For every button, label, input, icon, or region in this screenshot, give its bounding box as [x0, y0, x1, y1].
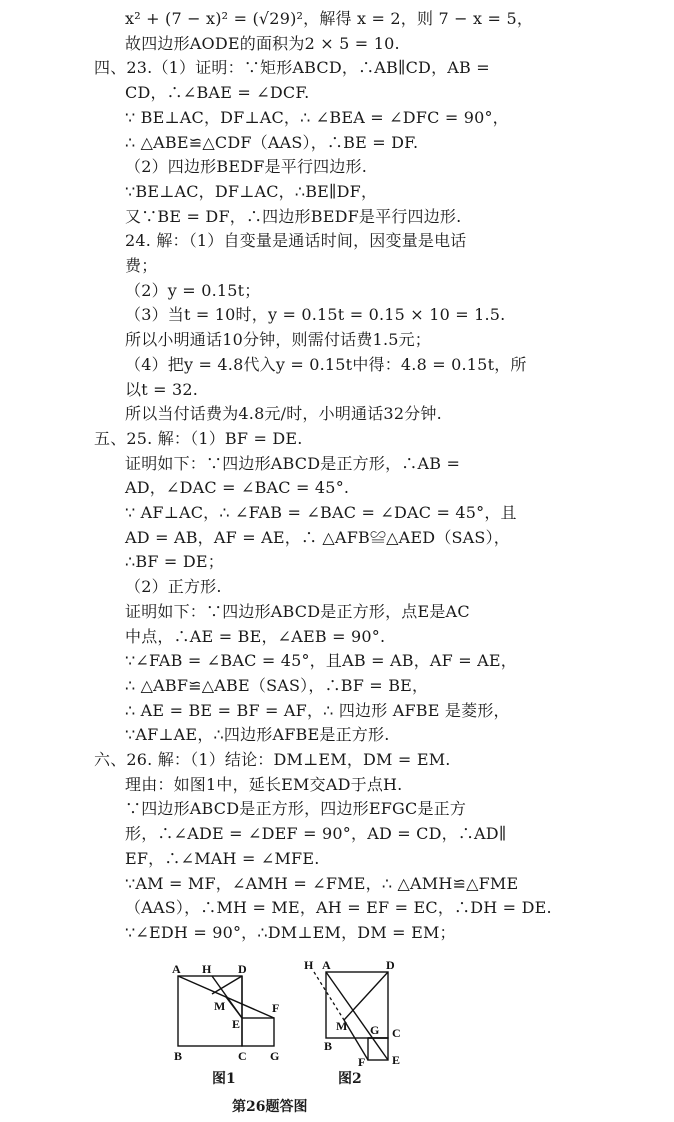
fig2-label-H: H — [304, 958, 314, 972]
fig2-label-D: D — [386, 958, 395, 972]
fig1-label-D: D — [238, 962, 247, 976]
fig2-label-M: M — [336, 1019, 348, 1033]
text-line: 以t = 32. — [125, 379, 199, 399]
fig1-label-F: F — [272, 1001, 280, 1015]
text-line: （4）把y = 4.8代入y = 0.15t中得：4.8 = 0.15t，所 — [125, 354, 527, 374]
text-line: ∵四边形ABCD是正方形，四边形EFGC是正方 — [125, 799, 467, 819]
text-line: ∵AF⊥AE，∴四边形AFBE是正方形. — [125, 725, 390, 745]
fig2-label-C: C — [392, 1026, 401, 1040]
text-line: ∵ AF⊥AC，∴ ∠FAB = ∠BAC = ∠DAC = 45°，且 — [125, 503, 517, 522]
text-line: AD = AB，AF = AE，∴ △AFB≌△AED（SAS）， — [125, 527, 510, 547]
text-line: （AAS），∴MH = ME，AH = EF = EC，∴DH = DE. — [125, 898, 552, 918]
text-line: 所以小明通话10分钟，则需付话费1.5元； — [125, 330, 432, 350]
figure-caption: 第26题答图 — [232, 1099, 308, 1115]
text-line: 24. 解：（1）自变量是通话时间，因变量是电话 — [125, 231, 467, 251]
fig1-label-M: M — [214, 999, 226, 1013]
text-line: ∵∠FAB = ∠BAC = 45°，且AB = AB，AF = AE， — [125, 651, 517, 671]
text-line: AD，∠DAC = ∠BAC = 45°. — [125, 478, 350, 498]
text-line: 又∵BE = DF，∴四边形BEDF是平行四边形. — [125, 206, 462, 226]
fig1-label-C: C — [238, 1049, 247, 1063]
text-line: 费； — [125, 256, 158, 275]
text-line: ∴ △ABE≌△CDF（AAS），∴BE = DF. — [125, 132, 419, 152]
text-line: 证明如下：∵四边形ABCD是正方形，点E是AC — [125, 601, 470, 621]
text-line: 形，∴∠ADE = ∠DEF = 90°，AD = CD，∴AD∥ — [125, 824, 507, 844]
text-line: （3）当t = 10时，y = 0.15t = 0.15 × 10 = 1.5. — [125, 305, 506, 325]
text-line: （2）四边形BEDF是平行四边形. — [125, 157, 368, 177]
fig1-label-H: H — [202, 962, 212, 976]
text-line: 证明如下：∵四边形ABCD是正方形，∴AB = — [125, 453, 461, 473]
text-line: ∵∠EDH = 90°，∴DM⊥EM，DM = EM； — [125, 922, 456, 942]
text-line: ∵AM = MF，∠AMH = ∠FME，∴ △AMH≌△FME — [125, 873, 519, 893]
text-line: 所以当付话费为4.8元/时，小明通话32分钟. — [125, 404, 442, 424]
text-line: ∵BE⊥AC，DF⊥AC，∴BE∥DF， — [125, 181, 378, 201]
fig2-label-F: F — [358, 1055, 366, 1069]
fig1-label-B: B — [174, 1049, 183, 1063]
text-line: 四、23.（1）证明：∵矩形ABCD，∴AB∥CD，AB = — [94, 58, 490, 78]
fig1-label-G: G — [270, 1049, 280, 1063]
fig1-label-A: A — [172, 962, 181, 976]
text-line: （2）正方形. — [125, 577, 222, 597]
fig1-label-E: E — [232, 1017, 241, 1031]
text-line: （2）y = 0.15t； — [125, 280, 261, 300]
fig2-label-G: G — [370, 1023, 380, 1037]
text-line: 理由：如图1中，延长EM交AD于点H. — [125, 774, 403, 794]
text-line: 故四边形AODE的面积为2 × 5 = 10. — [125, 33, 400, 53]
text-line: x² + (7 − x)² = (√29)²，解得 x = 2，则 7 − x = 5， — [125, 9, 534, 28]
text-line: EF，∴∠MAH = ∠MFE. — [125, 848, 320, 868]
text-line: 五、25. 解：（1）BF = DE. — [94, 428, 303, 448]
text-line: ∵ BE⊥AC，DF⊥AC，∴ ∠BEA = ∠DFC = 90°， — [125, 107, 509, 127]
figure-2-caption: 图2 — [338, 1071, 362, 1087]
text-line: ∴ AE = BE = BF = AF，∴ 四边形 AFBE 是菱形， — [125, 700, 510, 720]
text-line: ∴ △ABF≌△ABE（SAS），∴BF = BE， — [125, 675, 429, 695]
text-line: CD，∴∠BAE = ∠DCF. — [125, 83, 310, 103]
text-line: 中点，∴AE = BE，∠AEB = 90°. — [125, 626, 386, 646]
text-line: 六、26. 解：（1）结论：DM⊥EM，DM = EM. — [94, 750, 451, 769]
fig2-label-E: E — [392, 1053, 401, 1067]
text-line: ∴BF = DE； — [125, 552, 224, 572]
fig2-label-B: B — [324, 1039, 333, 1053]
figure-1-caption: 图1 — [212, 1071, 236, 1087]
fig2-label-A: A — [322, 958, 331, 972]
